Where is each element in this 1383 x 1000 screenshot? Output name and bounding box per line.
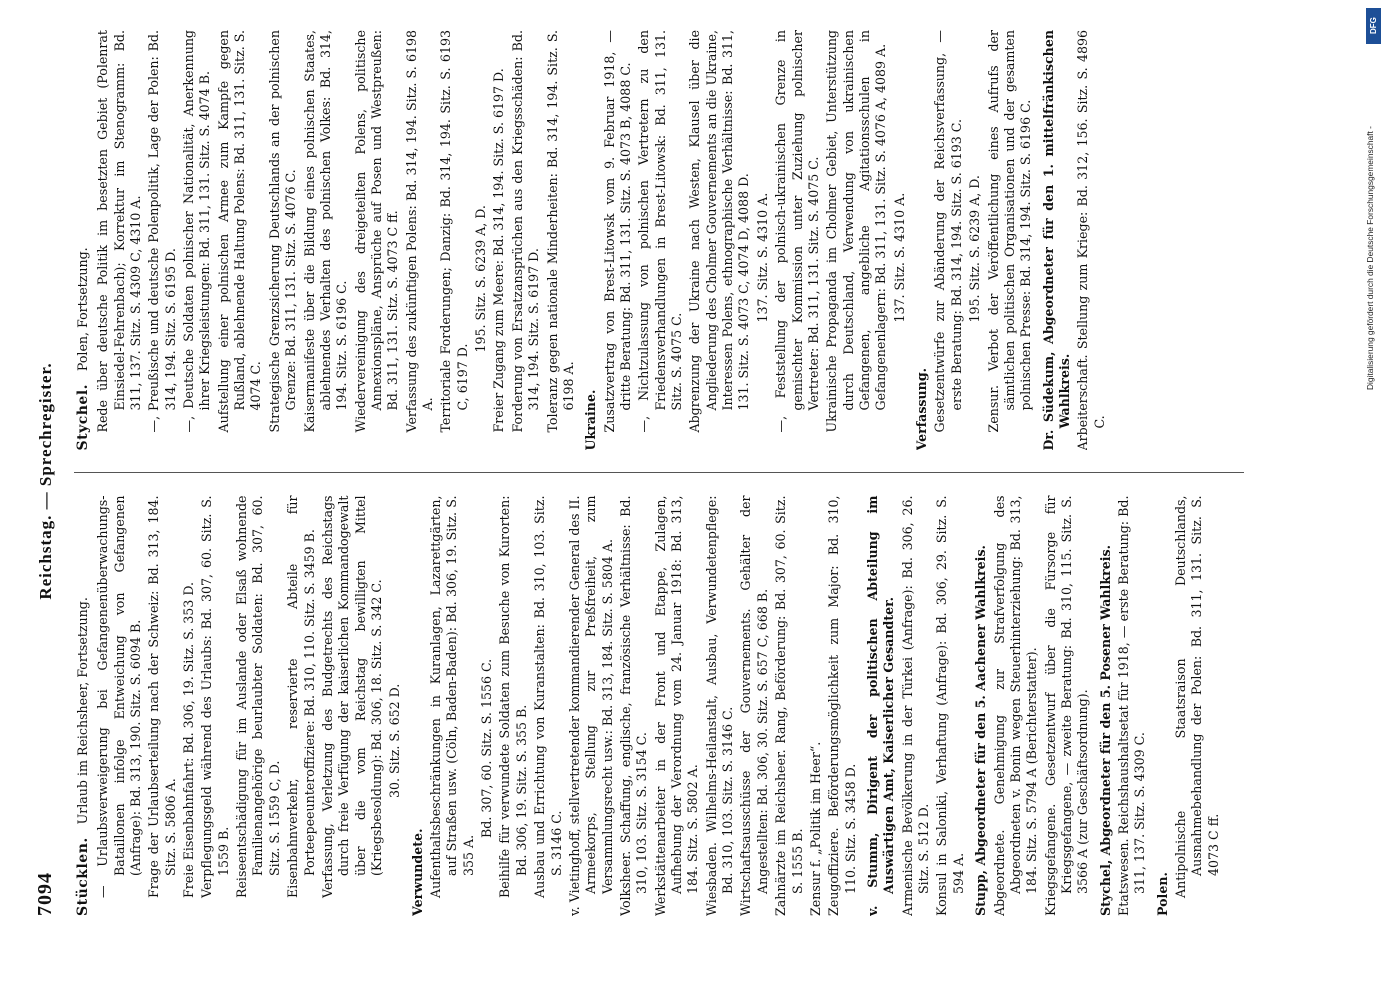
- list-item: Wirtschaftsausschüsse der Gouvernements. Gehälter der Angestellten: Bd. 306, 30. Sitz. S. 657 C, 668 B.: [738, 495, 770, 916]
- list-item: Aufstellung einer polnischen Armee zum Kampfe gegen Rußland, ablehnende Haltung Polens: Bd. 311, 131. Sitz. S. 4074 C.: [215, 30, 264, 433]
- list-item: 137. Sitz. S. 4310 A.: [754, 192, 770, 323]
- list-item: Wiedervereinigung des dreigeteilten Polens, politische Annexionspläne, Ansprüche auf Posen und Westpreußen: Bd. 311, 131. Sitz. S. 4073 C ff.: [352, 30, 401, 433]
- list-item: Armenische Bevölkerung in der Türkei (Anfrage): Bd. 306, 26. Sitz. S. 512 D.: [899, 495, 932, 916]
- column-right: [74, 30, 1244, 451]
- list-item: Aufenthaltsbeschränkungen in Kuranlagen, Lazarettgärten, auf Straßen usw. (Cöln, Baden-Baden): Bd. 306, 19. Sitz. S. 355 A.: [428, 495, 476, 898]
- speaker-entry: v. Stumm, Dirigent der politischen Abteilung im Auswärtigen Amt, Kaiserlicher Gesandter.: [865, 495, 897, 916]
- list-item: Gesetzentwürfe zur Abänderung der Reichsverfassung, — erste Beratung: Bd. 314, 194. Sitz. S. 6193 C.: [932, 30, 964, 433]
- list-item: Verpflegungsgeld während des Urlaubs: Bd. 307, 60. Sitz. S. 1559 B.: [199, 495, 231, 898]
- page-number: 7094: [34, 872, 56, 916]
- list-item: —, Nichtzulassung von polnischen Vertretern zu den Friedensverhandlungen in Brest-Litowsk: Bd. 311, 131. Sitz. S. 4075 C.: [636, 30, 685, 433]
- list-item: —, Preußische und deutsche Polenpolitik, Lage der Polen: Bd. 314, 194. Sitz. S. 6195 D.: [146, 30, 178, 433]
- continuation-label: Urlaub im Reichsheer, Fortsetzung.: [75, 597, 90, 825]
- list-item: — Urlaubsverweigerung bei Gefangenenüberwachungs-Bataillonen infolge Entweichung von Gefangenen (Anfrage): Bd. 313, 190. Sitz. S. 6094 B.: [95, 495, 143, 898]
- list-item: Kriegsgefangene. Gesetzentwurf über die Fürsorge für Kriegsgefangene, — zweite Beratung: Bd. 310, 115. Sitz. S. 3566 A (zur Geschäftsordnung).: [1042, 495, 1091, 916]
- dfg-logo: DFG: [1366, 8, 1381, 44]
- list-item: 195. Sitz. S. 6239 A, D.: [473, 205, 489, 353]
- continuation-label: Polen, Fortsetzung.: [75, 247, 90, 372]
- list-item: Kaisermanifeste über die Bildung eines polnischen Staates, ablehnendes Verhalten des polnischen Volkes: Bd. 314, 194. Sitz. S. 6196 C.: [301, 30, 350, 433]
- list-item: Reiseentschädigung für im Auslande oder Elsaß wohnende Familienangehörige beurlaubter Soldaten: Bd. 307, 60. Sitz. S. 1559 C, D.: [234, 495, 282, 898]
- list-item: Ausbau und Errichtung von Kuranstalten: Bd. 310, 103. Sitz. S. 3146 C.: [532, 495, 564, 898]
- column-left-head: [74, 496, 92, 917]
- list-item: Bd. 307, 60. Sitz. S. 1556 C.: [479, 658, 495, 838]
- list-item: Ukrainische Propaganda im Cholmer Gebiet, Unterstützung durch Deutschland, Verwendung von ukrainischen Gefangenen, angebliche Agitationsschulen in Gefangenenlagern: Bd. 311, 131. Sitz. S. 4076 A, 4089 A.: [824, 30, 889, 433]
- list-item: Antipolnische Staatsraison Deutschlands, Ausnahmebehandlung der Polen: Bd. 311, 131. Sitz. S. 4073 C ff.: [1173, 495, 1221, 898]
- column-divider: [74, 473, 1244, 474]
- speaker-entry: Dr. Südekum, Abgeordneter für den 1. mittelfränkischen Wahlkreis.: [1040, 30, 1072, 451]
- list-item: 30. Sitz. S. 652 D.: [387, 683, 403, 798]
- list-item: Arbeiterschaft. Stellung zum Kriege: Bd. 312, 156. Sitz. S. 4896 C.: [1075, 30, 1107, 451]
- list-item: Zeugoffiziere. Beförderungsmöglichkeit zum Major: Bd. 310, 110. Sitz. S. 3458 D.: [826, 495, 858, 916]
- page-header: [34, 30, 74, 916]
- section-heading: Verfassung.: [914, 367, 930, 451]
- section-heading: Polen.: [1154, 872, 1170, 916]
- columns: [74, 30, 1244, 916]
- list-item: Werkstättenarbeiter in der Front und Etappe, Zulagen, Aufhebung der Verordnung vom 24. Januar 1918: Bd. 313, 184. Sitz. S. 5802 A.: [652, 495, 701, 916]
- list-item: Verfassung, Verletzung des Budgetrechts des Reichstags durch freie Verfügung der kaiserlichen Kommandogewalt über die vom Reichstag bewilligten Mittel (Kriegsbesoldung): Bd. 306, 18. Sitz. S. 342 C.: [319, 495, 384, 898]
- list-item: Freier Zugang zum Meere: Bd. 314, 194. Sitz. S. 6197 D.: [491, 68, 507, 433]
- list-item: —, Feststellung der polnisch-ukrainischen Grenze in gemischter Kommission unter Zuziehung polnischer Vertreter: Bd. 311, 131. Sitz. S. 4075 C.: [773, 30, 821, 433]
- speaker-name: Stücklen.: [75, 837, 91, 916]
- list-item: Territoriale Forderungen; Danzig: Bd. 314, 194. Sitz. S. 6193 C, 6197 D.: [438, 30, 470, 433]
- list-item: Wiesbaden. Wilhelms-Heilanstalt, Ausbau, Verwundetenpflege: Bd. 310, 103. Sitz. S. 3146 C.: [703, 495, 736, 916]
- list-item: Eisenbahnverkehr, reservierte Abteile für Porteepeeunteroffiziere: Bd. 310, 110. Sitz. S. 3459 B.: [285, 495, 317, 898]
- list-item: Zensur. Verbot der Veröffentlichung eines Aufrufs der sämtlichen politischen Organisationen und der gesamten polnischen Presse: Bd. 314, 194. Sitz. S. 6196 C.: [985, 30, 1034, 433]
- speaker-entry: Stychel, Abgeordneter für den 5. Posener Wahlkreis.: [1097, 545, 1113, 916]
- list-item: Verfassung des zukünftigen Polens: Bd. 314, 194. Sitz. S. 6198 A.: [403, 30, 436, 433]
- list-item: Zusatzvertrag von Brest-Litowsk vom 9. Februar 1918, — dritte Beratung: Bd. 311, 131. Sitz. S. 4073 B, 4088 C.: [601, 30, 633, 433]
- list-item: Beihilfe für verwundete Soldaten zum Besuche von Kurorten: Bd. 306, 19. Sitz. S. 355 B.: [497, 495, 529, 898]
- list-item: Strategische Grenzsicherung Deutschlands an der polnischen Grenze: Bd. 311, 131. Sitz. S. 4076 C.: [266, 30, 299, 433]
- digitization-credit: Digitalisierung gefördert durch die Deutsche Forschungsgemeinschaft -: [1365, 126, 1375, 390]
- list-item: —, Deutsche Soldaten polnischer Nationalität, Anerkennung ihrer Kriegsleistungen: Bd. 311, 131. Sitz. S. 4074 B.: [180, 30, 213, 433]
- list-item: Freie Eisenbahnfahrt: Bd. 306, 19. Sitz. S. 353 D.: [180, 582, 196, 898]
- speaker-name: Stychel.: [75, 383, 91, 451]
- list-item: Forderung von Ersatzansprüchen aus den Kriegsschäden: Bd. 314, 194. Sitz. S. 6197 D.: [509, 30, 542, 433]
- list-item: Abgrenzung der Ukraine nach Westen, Klausel über die Angliederung des Cholmer Gouvernements an die Ukraine, Interessen Polens, ethnographische Verhältnisse: Bd. 311, 131. Sitz. S. 4073 C, 4074 D, 4088 D.: [687, 30, 752, 433]
- list-item: Konsul in Saloniki, Verhaftung (Anfrage): Bd. 306, 29. Sitz. S. 594 A.: [934, 495, 966, 916]
- section-heading: Ukraine.: [583, 389, 599, 451]
- list-item: Rede über deutsche Politik im besetzten Gebiet (Polenrat Einsiedel-Fehrenbach); Korrektur im Stenogramm: Bd. 311, 137. Sitz. S. 4309 C, 4310 A.: [95, 30, 143, 433]
- column-right-head: [74, 30, 92, 451]
- list-item: Zahnärzte im Reichsheer. Rang, Beförderung: Bd. 307, 60. Sitz. S. 1555 B.: [773, 495, 805, 916]
- list-item: 137. Sitz. S. 4310 A.: [891, 192, 907, 323]
- list-item: Toleranz gegen nationale Minderheiten: Bd. 314, 194. Sitz. S. 6198 A.: [544, 30, 576, 433]
- page-title: Reichstag. — Sprechregister.: [36, 362, 55, 600]
- speaker-entry: Stupp, Abgeordneter für den 5. Aachener Wahlkreis.: [973, 545, 989, 916]
- section-heading: Verwundete.: [409, 828, 425, 916]
- list-item: v. Vietinghoff, stellvertretender kommandierender General des II. Armeekorps, Stellung zur Preßfreiheit, zum Versammlungsrecht usw.: Bd. 313, 184. Sitz. S. 5804 A.: [566, 495, 615, 916]
- list-item: Volksheer. Schaffung, englische, französische Verhältnisse: Bd. 310, 103. Sitz. S. 3154 C.: [617, 495, 650, 916]
- list-item: Abgeordnete. Genehmigung zur Strafverfolgung des Abgeordneten v. Bonin wegen Steuerhinterziehung: Bd. 313, 184. Sitz. S. 5794 A (Berichterstatter).: [991, 495, 1040, 916]
- list-item: 195. Sitz. S. 6239 A, D.: [967, 175, 983, 323]
- list-item: Frage der Urlaubserteilung nach der Schweiz: Bd. 313, 184. Sitz. S. 5806 A.: [146, 495, 178, 898]
- column-left: [74, 496, 1244, 917]
- list-item: Zensur f. „Politik im Heer“.: [807, 741, 823, 916]
- list-item: Etatswesen. Reichshaushaltsetat für 1918, — erste Beratung: Bd. 311, 137. Sitz. S. 4309 C.: [1116, 495, 1148, 916]
